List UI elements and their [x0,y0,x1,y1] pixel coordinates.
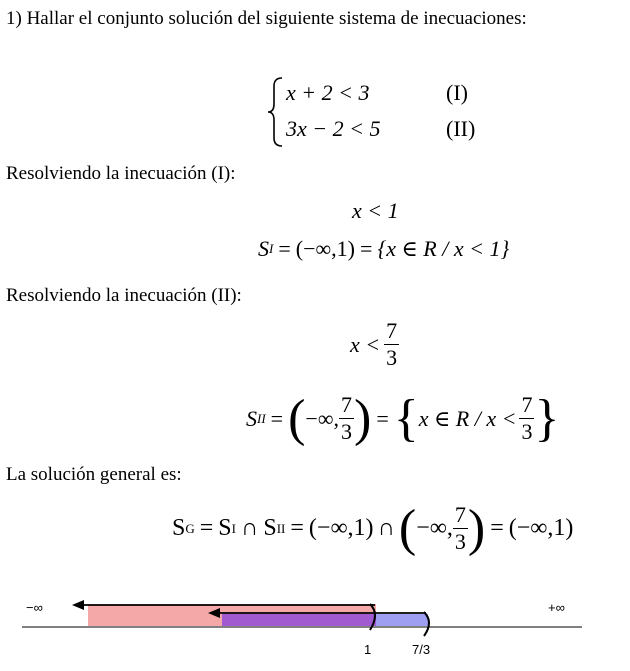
general-int1: (−∞,1) [308,515,374,541]
equation-1: x + 2 < 3 [286,80,370,105]
general-den: 3 [454,529,466,554]
number-line [0,590,630,671]
step1-result: x < 1 [352,198,399,223]
s1-label: S [218,515,232,541]
equation-2: 3x − 2 < 5 [286,116,381,141]
set-s2-builder: x ∈ R / x < [418,405,517,431]
sg-label: S [172,515,186,541]
general-heading: La solución general es: [6,464,182,485]
set-s2-label: S [246,405,257,431]
step2-denominator: 3 [386,345,398,370]
overlap-region [222,614,376,626]
s2-label: S [263,515,277,541]
set-s2-sub: II [257,410,266,426]
s1-sub: I [231,520,236,536]
tick-label-7-3: 7/3 [412,642,431,657]
step2-result [350,318,399,371]
step2-set: S II = ( −∞, $\frac{7}{3}$ ) = { x ∈ R / x < $\frac{7}{3}$ } [246,389,560,447]
step1-heading: Resolviendo la inecuación (I): [6,163,236,184]
set-s1-interval: (−∞,1) [295,236,356,261]
set-s2-den: 3 [341,419,353,444]
system-brace [266,76,286,153]
step2-x-lt: x < [350,331,381,357]
set-s1-builder: {x ∈ R / x < 1} [377,236,510,261]
step2-heading: Resolviendo la inecuación (II): [6,285,242,306]
set-s1-sub: I [269,241,274,256]
neg-infinity-label: −∞ [26,600,43,615]
pos-infinity-label: +∞ [548,600,565,615]
set-s2-builder-num: 7 [521,392,533,417]
set-s2-interval-left: −∞, [305,405,340,431]
general-num: 7 [454,502,466,527]
set-s2-num: 7 [341,392,353,417]
sg-sub: G [185,520,195,536]
general-result: (−∞,1) [508,515,574,541]
tick-label-1: 1 [364,642,372,657]
general-int2-left: −∞, [416,515,453,541]
equation-2-tag: (II) [446,116,476,141]
step1-set: S I = (−∞,1) = {x ∈ R / x < 1} [258,236,510,261]
set-s1-label: S [258,236,269,261]
problem-statement: 1) Hallar el conjunto solución del siguiente sistema de inecuaciones: [6,8,527,29]
general-solution: S G = S I ∩ S II = (−∞,1) ∩ ( −∞, $\frac{7}{3}$ ) = (−∞,1) [172,499,574,557]
set-s2-builder-den: 3 [521,419,533,444]
s2-sub: II [276,520,286,536]
step2-numerator: 7 [386,318,398,343]
s1-arrowhead [72,600,84,610]
equation-1-tag: (I) [446,80,468,105]
